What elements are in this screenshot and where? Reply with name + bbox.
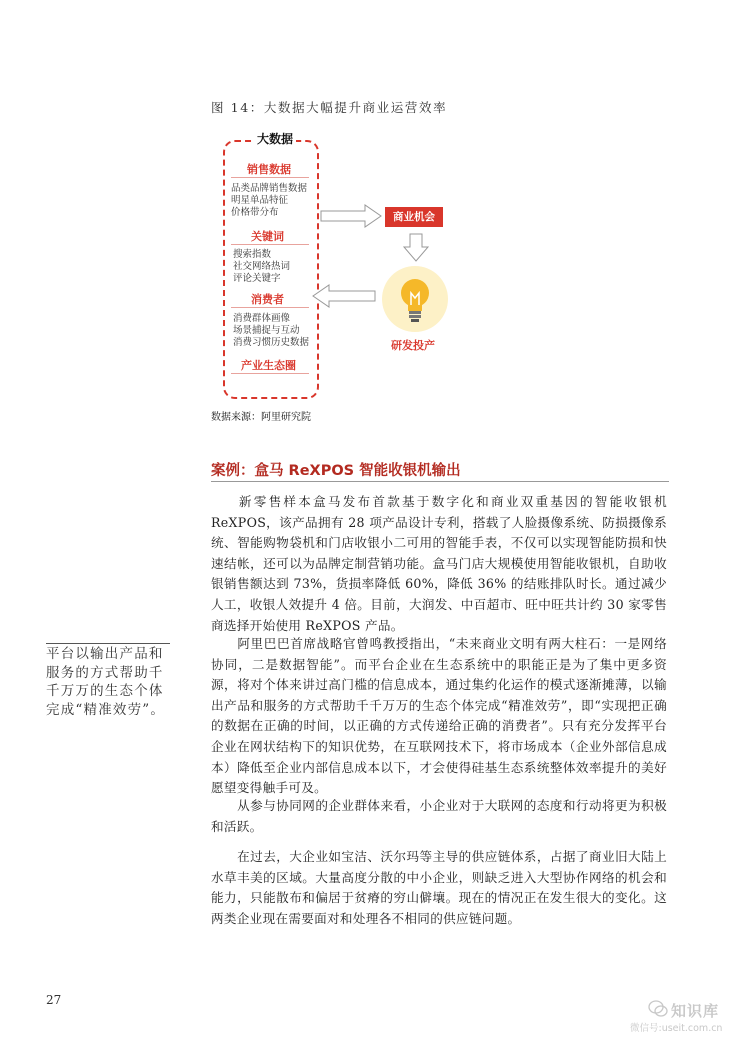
figure-big-data xyxy=(211,125,471,410)
section-title-sales: 销售数据 xyxy=(247,163,291,176)
section-item: 品类品牌销售数据 xyxy=(231,183,308,194)
case-title: 案例：盒马 ReXPOS 智能收银机输出 xyxy=(211,463,461,479)
case-title-underline xyxy=(211,481,669,482)
watermark-brand: 知识库 xyxy=(671,1002,720,1020)
watermark-sub: 微信号:useit.com.cn xyxy=(630,1023,723,1034)
section-item: 社交网络热词 xyxy=(233,261,291,272)
section-title-keywords: 关键词 xyxy=(251,230,284,243)
pull-quote-rule xyxy=(46,643,170,644)
section-divider xyxy=(231,373,309,374)
section-item: 明星单品特征 xyxy=(231,195,289,206)
business-opportunity-box: 商业机会 xyxy=(385,207,443,227)
watermark xyxy=(628,998,738,1038)
section-divider xyxy=(231,307,309,308)
arrow-right-icon xyxy=(319,203,383,229)
section-divider xyxy=(231,177,309,178)
section-title-ecosystem: 产业生态圈 xyxy=(241,359,296,372)
section-item: 消费群体画像 xyxy=(233,313,291,324)
section-title-consumers: 消费者 xyxy=(251,293,284,306)
section-item: 场景捕捉与互动 xyxy=(233,325,300,336)
lightbulb-icon xyxy=(381,265,449,333)
paragraph: 新零售样本盒马发布首款基于数字化和商业双重基因的智能收银机ReXPOS，该产品拥有 28 项产品设计专利，搭载了人脸摄像系统、防损摄像系统、智能购物袋机和门店收银小二可用的智能手表，不仅可以实现智能防损和快速结帐，还可以为品牌定制营销功能。盒马门店大规模使用智能收银机，自助收银销售额达到 73%，货损率降低 60%，降低 36% 的结账排队时长。通过减少人工，收银人效提升 4 倍。目前，大润发、中百超市、旺中旺共计约 30 家零售商选择开始使用 ReXPOS 产品。 xyxy=(211,494,667,633)
rd-production-label: 研发投产 xyxy=(391,339,435,352)
figure-source: 数据来源：阿里研究院 xyxy=(211,412,311,423)
page-number: 27 xyxy=(46,993,62,1007)
figure-caption: 图 14：大数据大幅提升商业运营效率 xyxy=(211,100,448,115)
paragraph: 在过去，大企业如宝洁、沃尔玛等主导的供应链体系，占据了商业旧大陆上水草丰美的区域。大量高度分散的中小企业，则缺乏进入大型协作网络的机会和能力，只能散布和偏居于贫瘠的穷山僻壤。现在的情况正在发生很大的变化。这两类企业现在需要面对和处理各不相同的供应链问题。 xyxy=(211,849,667,926)
pull-quote: 平台以输出产品和服务的方式帮助千千万万的生态个体完成“精准效劳”。 xyxy=(46,646,166,718)
paragraph: 从参与协同网的企业群体来看，小企业对于大联网的态度和行动将更为积极和活跃。 xyxy=(211,798,667,834)
section-divider xyxy=(231,244,309,245)
section-item: 搜索指数 xyxy=(233,249,272,260)
arrow-down-icon xyxy=(403,233,429,263)
wechat-icon xyxy=(648,1000,668,1018)
section-item: 价格带分布 xyxy=(231,207,279,218)
big-data-label: 大数据 xyxy=(254,130,296,147)
paragraph: 阿里巴巴首席战略官曾鸣教授指出，“未来商业文明有两大柱石：一是网络协同，二是数据智能”。而平台企业在生态系统中的职能正是为了集中更多资源，将对个体来讲过高门槛的信息成本，通过集约化运作的模式逐渐摊薄，以输出产品和服务的方式帮助千千万万的生态个体完成“精准效劳”，即“实现把正确的数据在正确的时间，以正确的方式传递给正确的消费者”。只有充分发挥平台企业在网状结构下的知识优势，在互联网技术下，将市场成本（企业外部信息成本）降低至企业内部信息成本以下，才会使得硅基生态系统整体效率提升的美好愿望变得触手可及。 xyxy=(211,636,667,796)
section-item: 消费习惯历史数据 xyxy=(233,337,310,348)
arrow-left-icon xyxy=(311,283,377,309)
section-item: 评论关键字 xyxy=(233,273,281,284)
